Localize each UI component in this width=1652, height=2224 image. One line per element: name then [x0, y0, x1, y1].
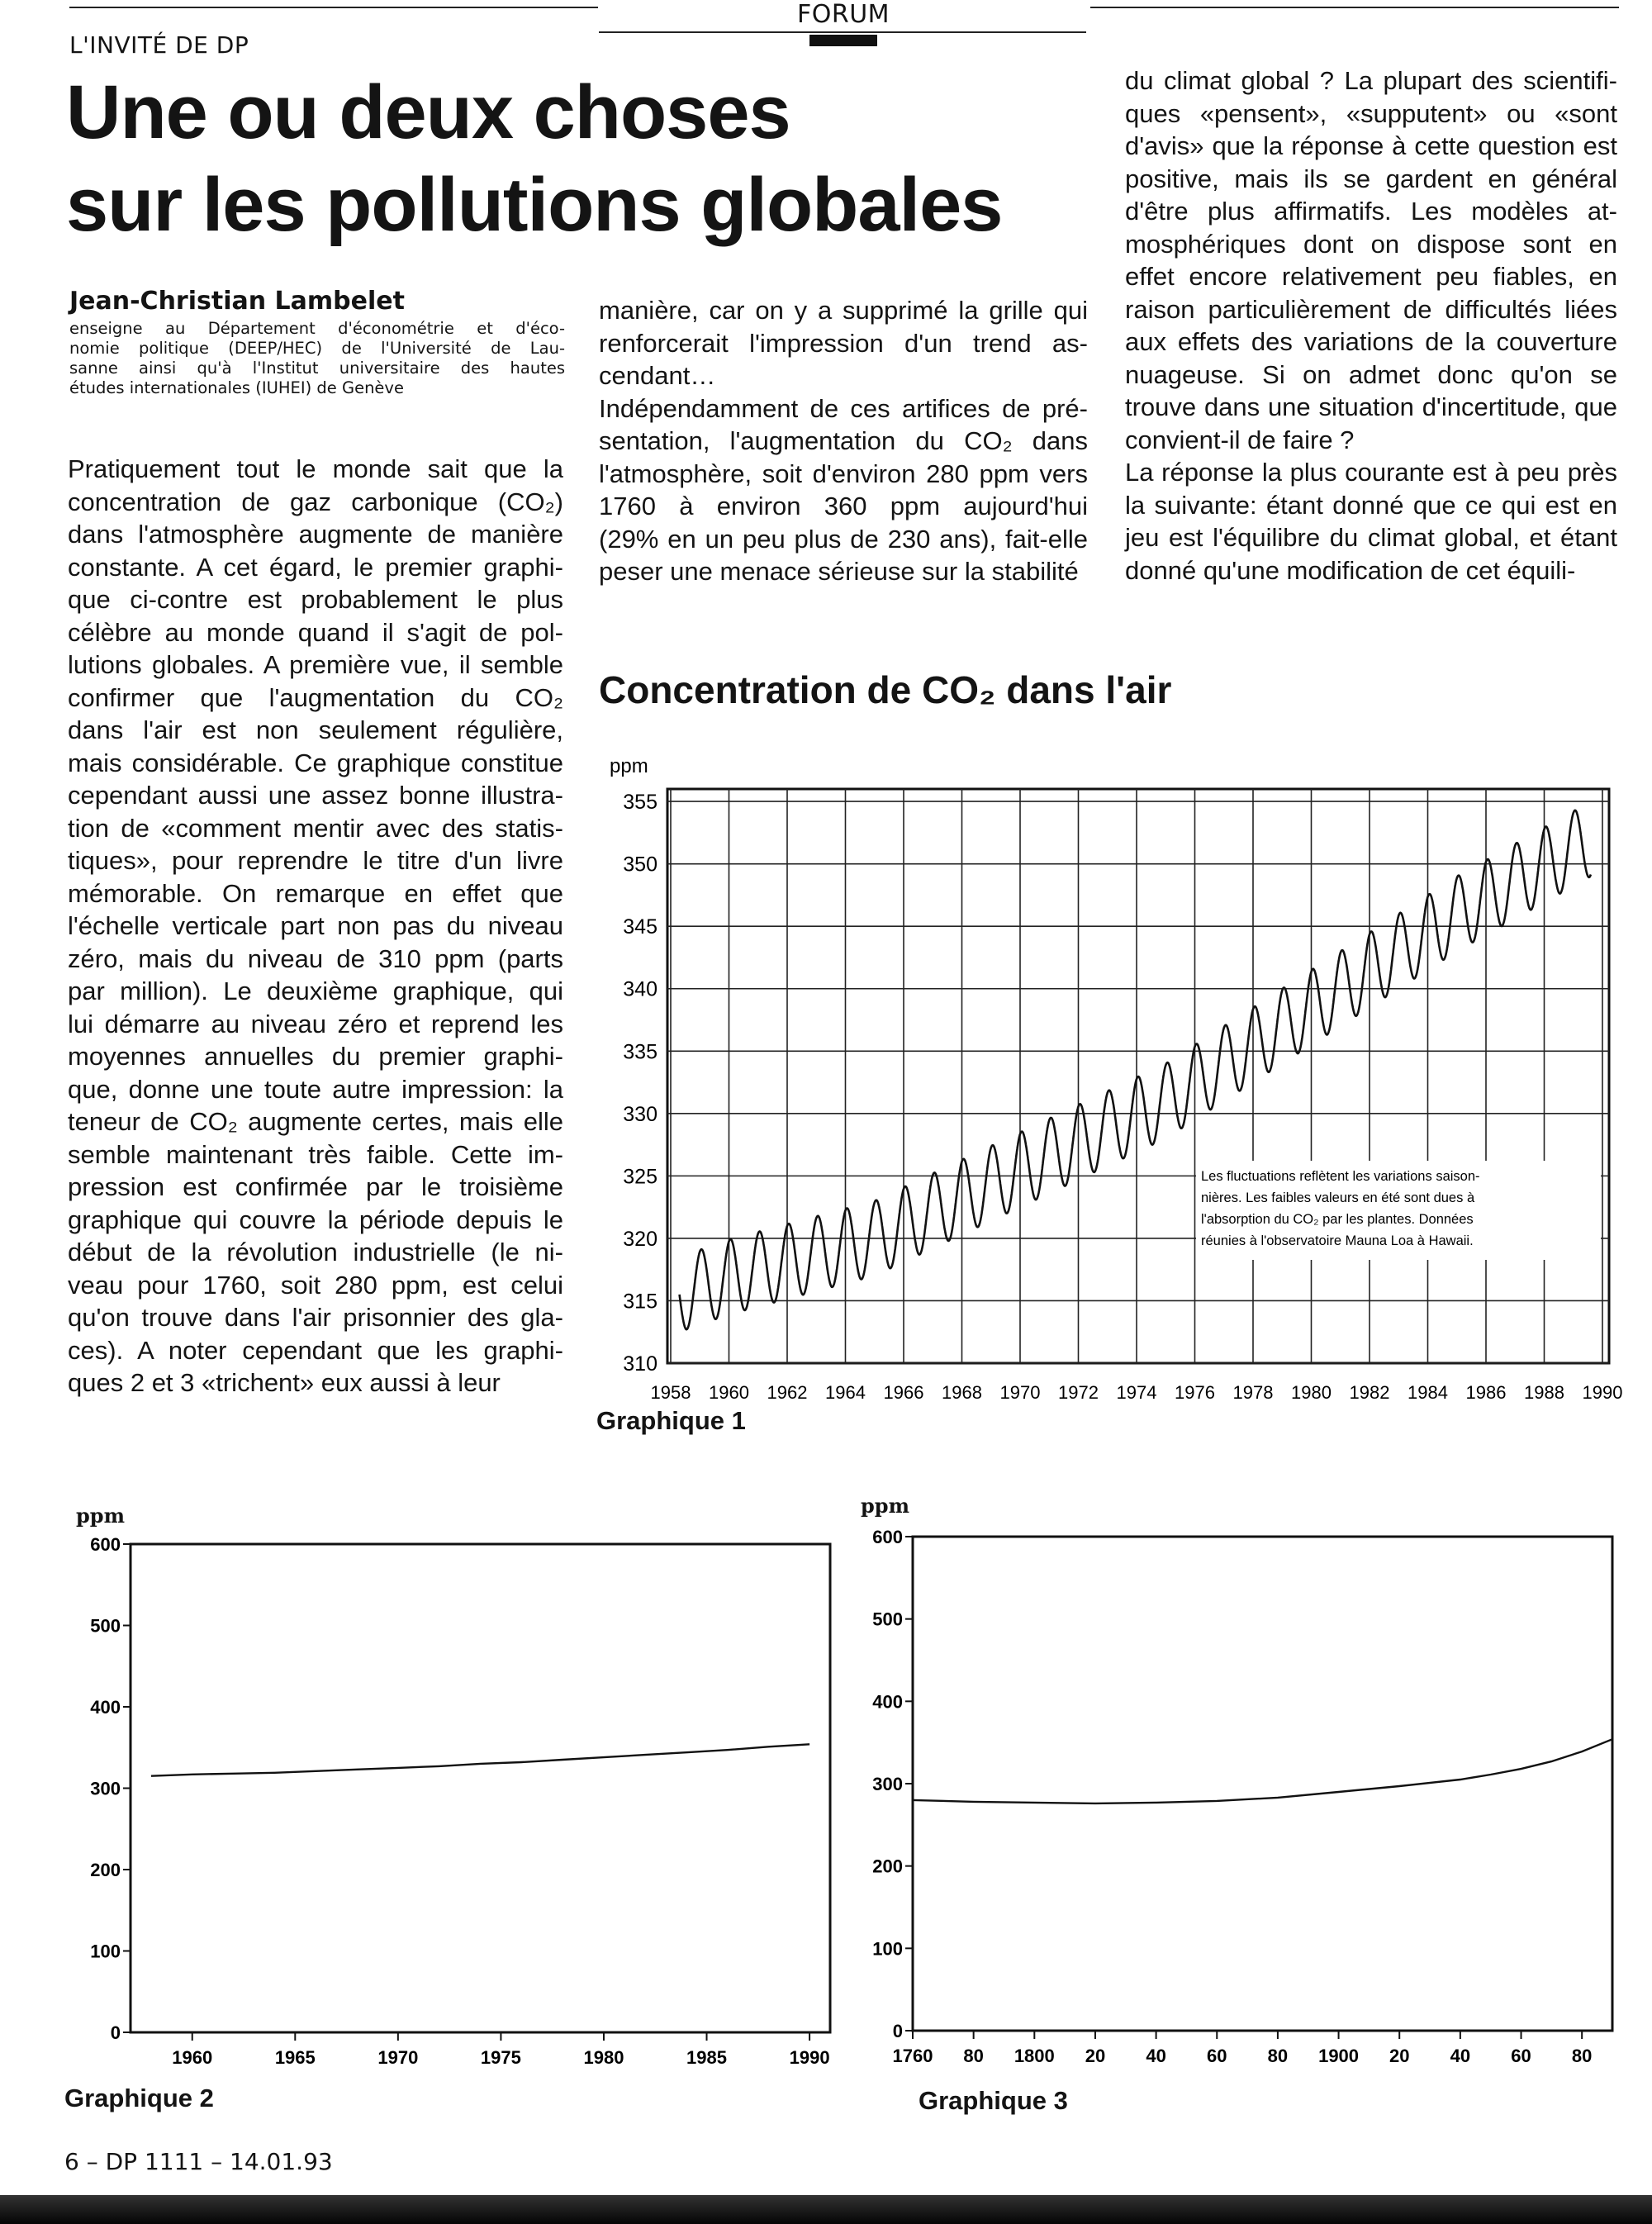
- y-tick-label: 400: [90, 1697, 121, 1718]
- text-line: début de la révolution industrielle (le ni-: [68, 1238, 563, 1266]
- author-bio-line: sanne ainsi qu'à l'Institut universitaire des hautes: [69, 359, 565, 378]
- text-line: qu'on trouve dans l'air prisonnier des gla-: [68, 1303, 563, 1332]
- y-tick-label: 100: [872, 1938, 903, 1960]
- author-bio-line: études internationales (IUHEI) de Genève: [69, 378, 404, 397]
- text-line: effet encore relativement peu fiables, en: [1125, 262, 1617, 291]
- x-tick-label: 1970: [377, 2047, 419, 2068]
- x-tick-label: 1974: [1116, 1382, 1157, 1403]
- text-line: Pratiquement tout le monde sait que la: [68, 454, 563, 483]
- text-line: dans l'atmosphère augmente de manière: [68, 520, 563, 549]
- text-line: positive, mais ils se gardent en général: [1125, 164, 1617, 193]
- text-line: pression est confirmée par le troisième: [68, 1172, 563, 1201]
- y-tick-label: 320: [623, 1227, 657, 1251]
- graphique-3-ppm-label: ppm: [861, 1494, 909, 1518]
- y-tick-label: 0: [892, 2021, 903, 2041]
- text-line: cendant…: [599, 361, 716, 390]
- x-tick-label: 1982: [1349, 1382, 1390, 1403]
- text-line: l'échelle verticale part non pas du niveau: [68, 911, 563, 940]
- x-tick-label: 1985: [686, 2047, 728, 2068]
- text-line: la suivante: étant donné que ce qui est en: [1125, 490, 1617, 520]
- x-tick-label: 40: [1146, 2046, 1166, 2066]
- y-tick-label: 0: [110, 2022, 121, 2043]
- text-line: (29% en un peu plus de 230 ans), fait-elle: [599, 524, 1088, 554]
- text-line: que, donne une toute autre impression: la: [68, 1074, 563, 1104]
- text-line: ques «pensent», «supputent» ou «sont: [1125, 98, 1617, 128]
- co2-annual-chart: [58, 1524, 851, 2070]
- text-line: trouve dans une situation d'incertitude, que: [1125, 392, 1617, 421]
- x-tick-label: 1958: [650, 1382, 691, 1403]
- graphique-2-ppm-label: ppm: [76, 1504, 125, 1528]
- x-tick-label: 80: [1571, 2046, 1593, 2066]
- text-line: teneur de CO₂ augmente certes, mais elle: [68, 1107, 563, 1136]
- y-tick-label: 300: [872, 1774, 903, 1794]
- figure-title: Concentration de CO₂ dans l'air: [599, 668, 1172, 711]
- author-bio-line: enseigne au Département d'économétrie et d'éco-: [69, 319, 565, 338]
- x-tick-label: 1960: [709, 1382, 749, 1403]
- y-tick-label: 500: [90, 1615, 121, 1637]
- co2-historic-chart: [851, 1518, 1631, 2068]
- text-line: manière, car on y a supprimé la grille qui: [599, 296, 1088, 325]
- text-line: ques 2 et 3 «trichent» eux aussi à leur: [68, 1368, 501, 1397]
- x-tick-label: 1900: [1318, 2046, 1360, 2066]
- x-tick-label: 1990: [1582, 1382, 1623, 1403]
- y-tick-label: 400: [872, 1691, 903, 1713]
- text-line: célèbre au monde quand il s'agit de pol-: [68, 617, 563, 647]
- header-rule-middle: [599, 31, 1086, 33]
- article-column-2: [599, 294, 1088, 588]
- text-line: tion de «comment mentir avec des statis-: [68, 813, 563, 843]
- author-name: Jean-Christian Lambelet: [69, 287, 405, 316]
- y-tick-label: 600: [872, 1527, 903, 1547]
- graphique-1-caption: Graphique 1: [596, 1406, 746, 1435]
- section-label: FORUM: [797, 0, 890, 29]
- x-tick-label: 1984: [1408, 1382, 1448, 1403]
- x-tick-label: 80: [1267, 2046, 1289, 2066]
- graphique-3-caption: Graphique 3: [919, 2086, 1068, 2115]
- chart-note-line: l'absorption du CO₂ par les plantes. Données: [1201, 1212, 1474, 1227]
- y-tick-label: 355: [623, 791, 657, 815]
- text-line: du climat global ? La plupart des scientifi-: [1125, 66, 1617, 95]
- x-tick-label: 60: [1511, 2046, 1531, 2066]
- article-column-3: [1125, 64, 1617, 587]
- scan-bottom-edge: [0, 2195, 1652, 2224]
- page-folio: 6 – DP 1111 – 14.01.93: [64, 2148, 333, 2175]
- text-line: aux effets des variations de la couverture: [1125, 327, 1617, 356]
- x-tick-label: 1976: [1175, 1382, 1215, 1403]
- y-tick-label: 350: [623, 853, 657, 877]
- x-tick-label: 1965: [274, 2047, 316, 2068]
- chart-note-line: réunies à l'observatoire Mauna Loa à Hawaii.: [1201, 1233, 1474, 1248]
- text-line: convient-il de faire ?: [1125, 425, 1355, 454]
- x-tick-label: 1760: [892, 2046, 933, 2066]
- plot-frame: [913, 1537, 1612, 2031]
- text-line: renforcerait l'impression d'un trend as-: [599, 328, 1088, 358]
- headline: [66, 66, 1057, 251]
- x-tick-label: 1975: [480, 2047, 521, 2068]
- text-line: d'avis» que la réponse à cette question est: [1125, 131, 1617, 160]
- x-tick-label: 1980: [583, 2047, 624, 2068]
- text-line: mosphériques dont on dispose sont en: [1125, 229, 1617, 259]
- article-column-1: [68, 453, 563, 1400]
- x-tick-label: 1980: [1291, 1382, 1332, 1403]
- y-tick-label: 200: [90, 1860, 121, 1880]
- x-tick-label: 1800: [1014, 2046, 1055, 2066]
- y-tick-label: 345: [623, 915, 657, 939]
- text-line: par million). Le deuxième graphique, qui: [68, 977, 563, 1005]
- text-line: 1760 à environ 360 ppm aujourd'hui: [599, 492, 1088, 520]
- x-tick-label: 1964: [825, 1382, 866, 1403]
- x-tick-label: 1988: [1524, 1382, 1564, 1403]
- headline-line-1: Une ou deux choses: [66, 70, 790, 154]
- text-line: constante. A cet égard, le premier graphi-: [68, 552, 563, 582]
- section-marker: [809, 35, 877, 46]
- x-tick-label: 1986: [1465, 1382, 1507, 1403]
- text-line: zéro, mais du niveau de 310 ppm (parts: [68, 943, 563, 973]
- text-line: l'atmosphère, soit d'environ 280 ppm vers: [599, 459, 1088, 488]
- x-tick-label: 20: [1389, 2046, 1410, 2066]
- y-tick-label: 100: [90, 1941, 121, 1962]
- co2-series-line: [913, 1739, 1612, 1803]
- text-line: lui démarre au niveau zéro et reprend les: [68, 1009, 563, 1038]
- header-rule-left: [69, 7, 598, 8]
- text-line: jeu est l'équilibre du climat global, et étant: [1125, 523, 1617, 552]
- text-line: ces). A noter cependant que les graphi-: [68, 1335, 563, 1365]
- text-line: graphique qui couvre la période depuis le: [68, 1205, 563, 1234]
- y-tick-label: 200: [872, 1856, 903, 1877]
- y-tick-label: 600: [90, 1534, 121, 1555]
- plot-frame: [131, 1544, 830, 2032]
- y-tick-label: 300: [90, 1778, 121, 1799]
- text-line: semble maintenant très faible. Cette im-: [68, 1139, 563, 1169]
- text-line: concentration de gaz carbonique (CO₂): [68, 487, 563, 516]
- x-tick-label: 1970: [999, 1382, 1041, 1403]
- text-line: raison particulièrement de difficultés liées: [1125, 294, 1617, 324]
- chart-note-line: nières. Les faibles valeurs en été sont dues à: [1201, 1190, 1475, 1205]
- text-line: confirmer que l'augmentation du CO₂: [68, 682, 563, 712]
- author-bio-line: nomie politique (DEEP/HEC) de l'Université de Lau-: [69, 339, 565, 358]
- text-line: dans l'air est non seulement régulière,: [68, 715, 563, 744]
- graphique-2-caption: Graphique 2: [64, 2084, 214, 2112]
- y-tick-label: 315: [623, 1290, 657, 1314]
- author-bio: [69, 319, 565, 398]
- text-line: cependant aussi une assez bonne illustra-: [68, 781, 563, 810]
- x-tick-label: 1972: [1058, 1382, 1099, 1403]
- y-tick-label: 325: [623, 1165, 657, 1189]
- x-tick-label: 1966: [883, 1382, 924, 1403]
- y-tick-label: 340: [623, 977, 657, 1001]
- kicker: L'INVITÉ DE DP: [69, 31, 249, 59]
- y-tick-label: 330: [623, 1102, 657, 1126]
- x-tick-label: 1962: [767, 1382, 808, 1403]
- y-tick-label: 500: [872, 1609, 903, 1630]
- co2-series-line: [151, 1744, 809, 1775]
- text-line: tiques», pour reprendre le titre d'un livre: [68, 846, 563, 875]
- x-tick-label: 80: [963, 2046, 984, 2066]
- x-tick-label: 1968: [942, 1382, 982, 1403]
- x-tick-label: 1960: [172, 2047, 213, 2068]
- headline-line-2: sur les pollutions globales: [66, 163, 1003, 247]
- text-line: peser une menace sérieuse sur la stabilité: [599, 557, 1079, 586]
- x-tick-label: 20: [1085, 2046, 1106, 2066]
- text-line: moyennes annuelles du premier graphi-: [68, 1042, 563, 1071]
- co2-seasonal-chart: [595, 756, 1635, 1409]
- x-tick-label: 40: [1450, 2046, 1471, 2066]
- text-line: lutions globales. A première vue, il semble: [68, 650, 563, 679]
- text-line: veau pour 1760, soit 280 ppm, est celui: [68, 1270, 563, 1300]
- text-line: donné qu'une modification de cet équili-: [1125, 555, 1576, 585]
- x-tick-label: 60: [1207, 2046, 1227, 2066]
- text-line: La réponse la plus courante est à peu près: [1125, 458, 1617, 487]
- y-tick-label: 310: [623, 1352, 657, 1376]
- header-rule-right: [1090, 7, 1619, 8]
- y-tick-label: 335: [623, 1040, 657, 1064]
- x-tick-label: 1978: [1232, 1382, 1274, 1403]
- text-line: sentation, l'augmentation du CO₂ dans: [599, 426, 1088, 455]
- text-line: d'être plus affirmatifs. Les modèles at-: [1125, 197, 1617, 226]
- chart-note-line: Les fluctuations reflètent les variations saison-: [1201, 1169, 1480, 1184]
- text-line: nuageuse. Si on admet donc qu'on se: [1125, 359, 1617, 389]
- text-line: mais considérable. Ce graphique constitue: [68, 748, 563, 777]
- x-tick-label: 1990: [789, 2047, 830, 2068]
- text-line: que ci-contre est probablement le plus: [68, 585, 563, 614]
- text-line: mémorable. On remarque en effet que: [68, 878, 563, 908]
- graphique-1-ppm-label: ppm: [610, 756, 648, 777]
- text-line: Indépendamment de ces artifices de pré-: [599, 393, 1088, 423]
